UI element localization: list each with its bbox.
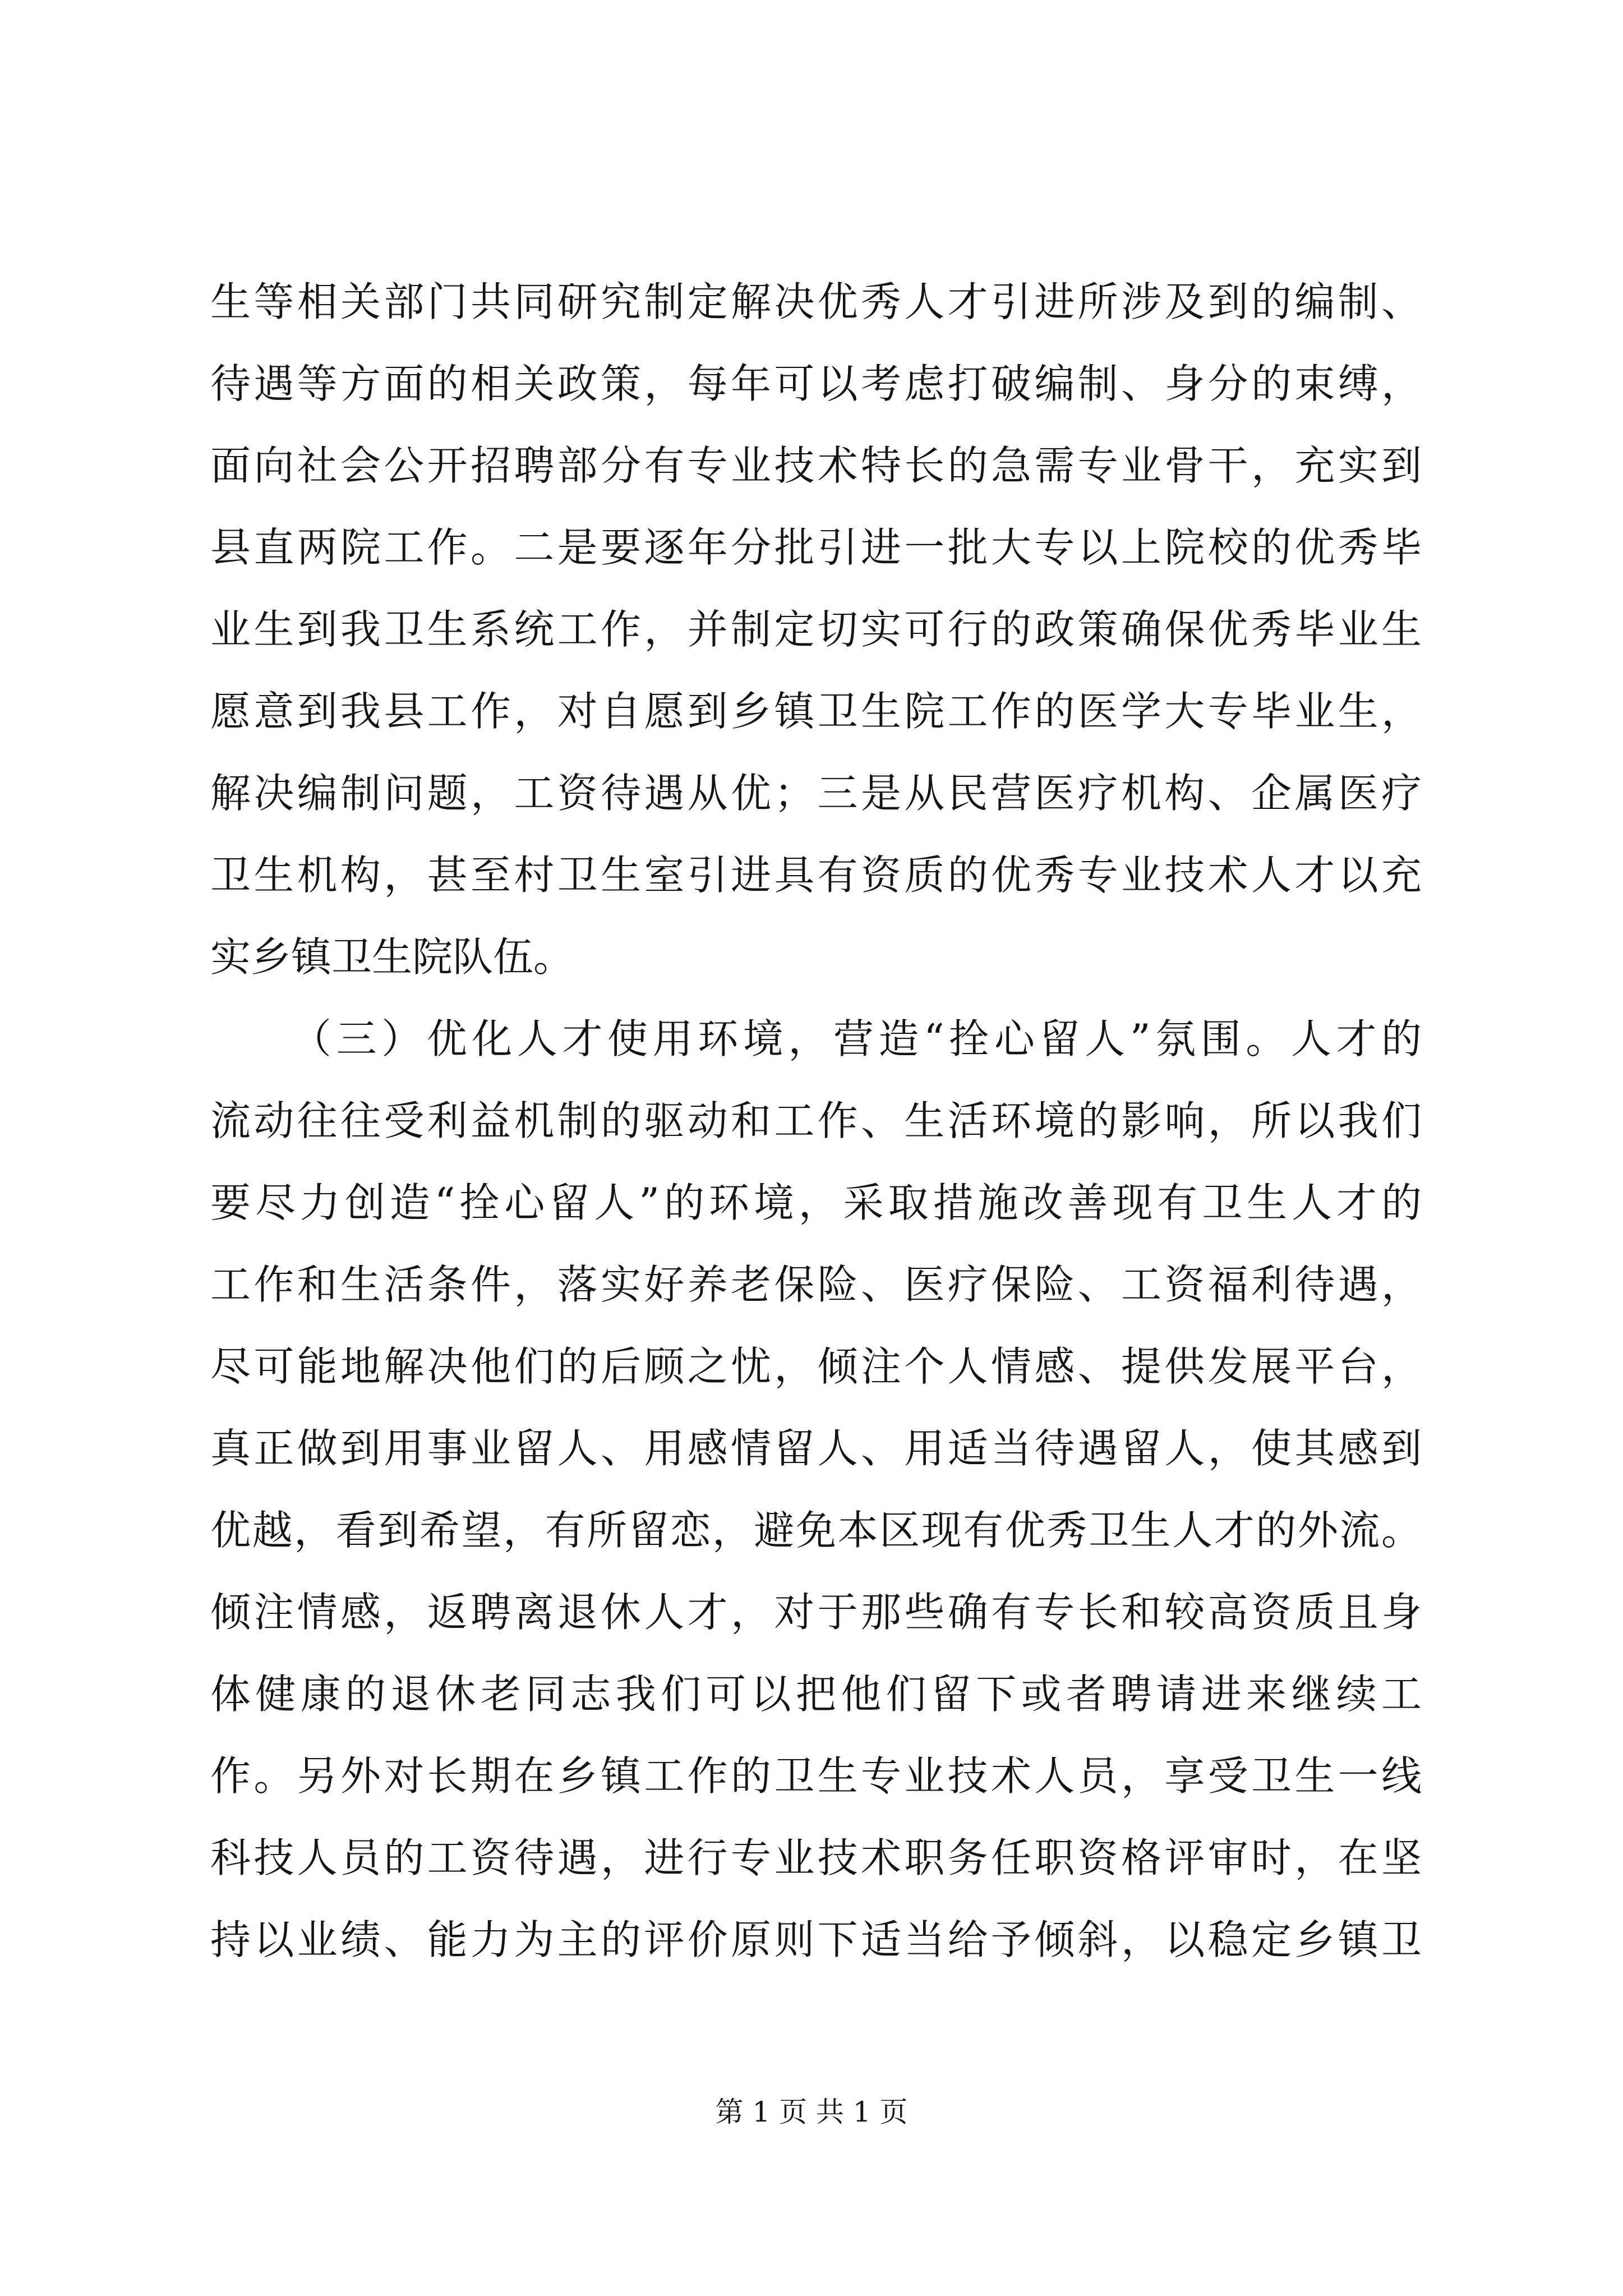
text-line: 生等相关部门共同研究制定解决优秀人才引进所涉及到的编制、 bbox=[210, 278, 1422, 325]
text-line: 工作和生活条件，落实好养老保险、医疗保险、工资福利待遇， bbox=[210, 1261, 1422, 1308]
text-line: 持以业绩、能力为主的评价原则下适当给予倾斜，以稳定乡镇卫 bbox=[210, 1916, 1422, 1963]
text-line: 卫生机构，甚至村卫生室引进具有资质的优秀专业技术人才以充 bbox=[210, 852, 1422, 899]
text-line-section-heading: （三）优化人才使用环境，营造“拴心留人”氛围。人才的 bbox=[291, 1015, 1422, 1062]
page-footer bbox=[0, 2095, 1623, 2129]
text-line: 要尽力创造“拴心留人”的环境，采取措施改善现有卫生人才的 bbox=[210, 1179, 1422, 1226]
text-line: 体健康的退休老同志我们可以把他们留下或者聘请进来继续工 bbox=[210, 1671, 1422, 1718]
text-line: 科技人员的工资待遇，进行专业技术职务任职资格评审时，在坚 bbox=[210, 1834, 1422, 1881]
text-line: 实乡镇卫生院队伍。 bbox=[210, 933, 574, 981]
page-number-label: 第 1 页 共 1 页 bbox=[715, 2096, 908, 2128]
body-text bbox=[210, 261, 1422, 1981]
text-line: 县直两院工作。二是要逐年分批引进一批大专以上院校的优秀毕 bbox=[210, 524, 1422, 571]
text-line: 作。另外对长期在乡镇工作的卫生专业技术人员，享受卫生一线 bbox=[210, 1752, 1422, 1800]
text-line: 业生到我卫生系统工作，并制定切实可行的政策确保优秀毕业生 bbox=[210, 606, 1422, 653]
text-line: 真正做到用事业留人、用感情留人、用适当待遇留人，使其感到 bbox=[210, 1425, 1422, 1472]
text-line: 愿意到我县工作，对自愿到乡镇卫生院工作的医学大专毕业生， bbox=[210, 688, 1422, 735]
text-line: 流动往往受利益机制的驱动和工作、生活环境的影响，所以我们 bbox=[210, 1097, 1422, 1144]
text-line: 倾注情感，返聘离退休人才，对于那些确有专长和较高资质且身 bbox=[210, 1589, 1422, 1636]
text-line: 面向社会公开招聘部分有专业技术特长的急需专业骨干，充实到 bbox=[210, 442, 1422, 489]
text-line: 待遇等方面的相关政策，每年可以考虑打破编制、身分的束缚， bbox=[210, 360, 1422, 407]
text-line: 尽可能地解决他们的后顾之忧，倾注个人情感、提供发展平台， bbox=[210, 1343, 1422, 1390]
text-line: 解决编制问题，工资待遇从优；三是从民营医疗机构、企属医疗 bbox=[210, 770, 1422, 817]
text-line: 优越，看到希望，有所留恋，避免本区现有优秀卫生人才的外流。 bbox=[210, 1507, 1422, 1554]
